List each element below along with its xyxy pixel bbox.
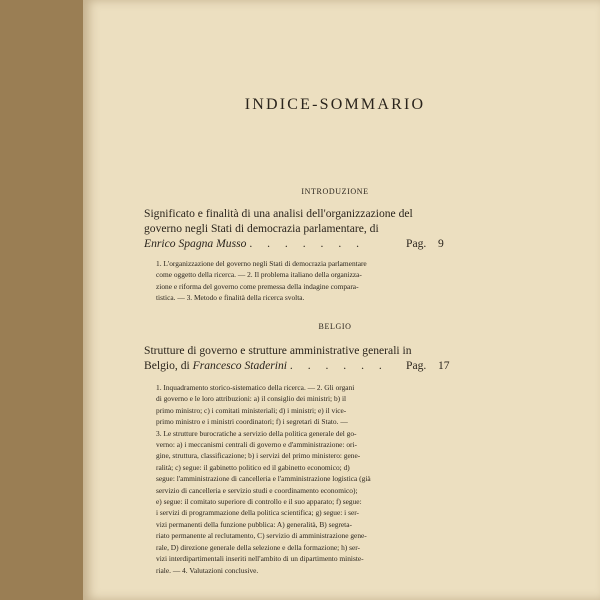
entry-author-line [144, 358, 402, 373]
entry-author-line [144, 236, 402, 251]
summary-line: 3. Le strutture burocratiche a servizio della politica generale del go- [156, 428, 357, 438]
summary-line: primo ministro e i ministri coordinatori; f) i segretari di Stato. — [156, 417, 348, 427]
summary-line: vizi permanenti della funzione pubblica: A) generalità, B) segreta- [156, 519, 352, 529]
toc-entry[interactable] [144, 206, 413, 251]
summary-line: i servizi di programmazione della politica scientifica; g) segue: i ser- [156, 508, 360, 518]
summary-line: e) segue: il comitato superiore di controllo e il suo apparato; f) segue: [156, 497, 362, 507]
entry-title-fragment: Belgio, di [144, 359, 193, 372]
summary-line: 1. Inquadramento storico-sistematico della ricerca. — 2. Gli organi [156, 383, 355, 392]
entry-summary [156, 382, 426, 576]
summary-line: vizi interdipartimentali inseriti nell'ambito di un dipartimento ministe- [156, 554, 364, 564]
page-reference [406, 358, 496, 373]
summary-line: di governo e le loro attribuzioni: a) il consiglio dei ministri; b) il [156, 394, 347, 404]
summary-line: segue: l'amministrazione di cancelleria e l'amministrazione logistica (già [156, 474, 371, 484]
page-reference [406, 236, 496, 251]
page-label: Pag. [406, 237, 427, 250]
page-number: 17 [438, 359, 450, 372]
summary-line: gine, struttura, classificazione; b) i servizi del primo ministero: gene- [156, 451, 361, 461]
summary-line: verno: a) i meccanismi centrali di governo e d'amministrazione: ori- [156, 440, 358, 450]
page-number: 9 [438, 237, 444, 250]
summary-line: zione e riforma del governo come premessa della indagine compara- [156, 281, 359, 291]
entry-title-line: Strutture di governo e strutture amministrative generali in [144, 344, 412, 357]
summary-line: ralità; c) segue: il gabinetto politico ed il gabinetto economico; d) [156, 462, 350, 472]
leader-dots: . . . . . . . [249, 237, 366, 250]
section-heading-belgio: BELGIO [318, 322, 352, 331]
summary-line: 1. L'organizzazione del governo negli Stati di democrazia parlamentare [156, 259, 367, 268]
entry-author: Enrico Spagna Musso [144, 237, 247, 250]
section-heading-introduzione: INTRODUZIONE [301, 187, 369, 196]
summary-line: riato permanente al reclutamento, C) servizio di amministrazione gene- [156, 531, 367, 541]
page-label: Pag. [406, 359, 427, 372]
entry-author: Francesco Staderini [192, 359, 287, 372]
entry-summary [156, 258, 426, 304]
summary-line: tistica. — 3. Metodo e finalità della ricerca svolta. [156, 293, 305, 303]
entry-title-line: governo negli Stati di democrazia parlamentare, di [144, 222, 379, 235]
summary-line: come oggetto della ricerca. — 2. Il problema italiano della organizza- [156, 270, 362, 280]
summary-line: riale. — 4. Valutazioni conclusive. [156, 565, 259, 575]
summary-line: primo ministro; c) i comitati ministeriali; d) i ministri; e) il vice- [156, 405, 347, 415]
entry-title-line: Significato e finalità di una analisi dell'organizzazione del [144, 207, 413, 220]
summary-line: rale, D) direzione generale della selezione e della formazione; h) ser- [156, 542, 361, 552]
summary-line: servizio di cancelleria e servizio studi e coordinamento economico); [156, 485, 358, 495]
leader-dots: . . . . . . [289, 359, 388, 372]
toc-entry[interactable] [144, 343, 412, 373]
page-title: INDICE-SOMMARIO [244, 96, 426, 113]
